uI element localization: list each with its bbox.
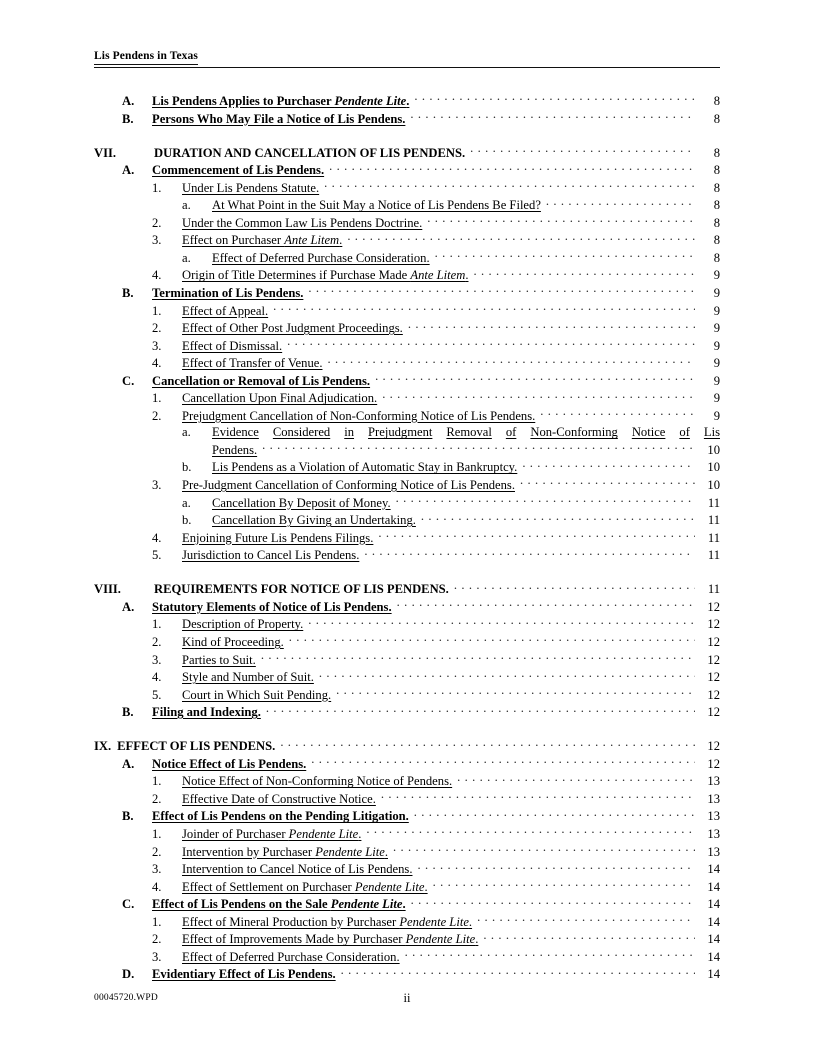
- toc-leader-dots: [375, 372, 695, 385]
- toc-entry-marker: 1.: [152, 303, 162, 318]
- toc-entry-marker: B.: [122, 809, 134, 824]
- toc-entry-marker: A.: [122, 599, 135, 614]
- toc-entry-label: DURATION AND CANCELLATION OF LIS PENDENS.: [154, 145, 466, 160]
- toc-entry-label: Cancellation or Removal of Lis Pendens.: [152, 373, 371, 388]
- toc-entry-label: Effect of Deferred Purchase Consideration.: [182, 949, 400, 964]
- toc-leader-dots: [520, 476, 695, 489]
- toc-page-number: 13: [707, 774, 720, 789]
- toc-entry-marker: 3.: [152, 949, 162, 964]
- toc-leader-dots: [327, 354, 695, 367]
- toc-entry[interactable]: [94, 161, 720, 179]
- toc-entry[interactable]: [94, 302, 720, 320]
- toc-entry-marker: VIII.: [94, 582, 121, 597]
- toc-entry-label: Under the Common Law Lis Pendens Doctrine.: [182, 215, 423, 230]
- toc-leader-dots: [329, 161, 695, 174]
- toc-entry[interactable]: [94, 930, 720, 948]
- running-header: [94, 46, 720, 68]
- toc-entry[interactable]: [94, 755, 720, 773]
- toc-leader-dots: [308, 615, 695, 628]
- toc-leader-dots: [454, 580, 695, 593]
- toc-entry[interactable]: [94, 790, 720, 808]
- toc-leader-dots: [381, 790, 695, 803]
- toc-leader-dots: [414, 92, 695, 105]
- toc-entry-label-line-1: Evidence Considered in Prejudgment Removal of Non-Conforming Notice of Lis: [212, 425, 720, 440]
- toc-entry[interactable]: [94, 546, 720, 564]
- toc-entry-label-italic: Pendente Lite: [405, 932, 476, 947]
- toc-entry-label: Cancellation By Deposit of Money.: [212, 495, 391, 510]
- toc-page-number: 8: [713, 180, 720, 195]
- toc-leader-dots: [273, 302, 695, 315]
- toc-page-number: 9: [713, 338, 720, 353]
- toc-entry-marker: 2.: [152, 215, 162, 230]
- toc-leader-dots: [366, 825, 695, 838]
- toc-page-number: 11: [707, 513, 720, 528]
- toc-entry-label: Jurisdiction to Cancel Lis Pendens.: [182, 548, 360, 563]
- toc-entry-label: Court in Which Suit Pending.: [182, 687, 332, 702]
- toc-entry-marker: b.: [182, 460, 192, 475]
- toc-entry[interactable]: [94, 633, 720, 651]
- toc-entry[interactable]: [94, 511, 720, 529]
- page-footer: [94, 993, 720, 1011]
- toc-entry-marker: A.: [122, 94, 135, 108]
- toc-page-number: 12: [707, 652, 720, 667]
- toc-entry-marker: B.: [122, 286, 134, 301]
- toc-entry[interactable]: [94, 476, 720, 494]
- toc-entry[interactable]: [94, 825, 720, 843]
- toc-page-number: 9: [713, 268, 720, 283]
- toc-entry-marker: 2.: [152, 932, 162, 947]
- toc-entry-label: Prejudgment Cancellation of Non-Conforming Notice of Lis Pendens.: [182, 408, 536, 423]
- toc-entry-marker: 4.: [152, 530, 162, 545]
- toc-leader-dots: [397, 598, 695, 611]
- toc-entry[interactable]: [94, 948, 720, 966]
- toc-entry-marker: B.: [122, 111, 134, 126]
- toc-entry-marker: C.: [122, 373, 135, 388]
- toc-entry-marker: 1.: [152, 180, 162, 195]
- toc-entry-marker: 1.: [152, 774, 162, 789]
- toc-leader-dots: [417, 860, 695, 873]
- toc-entry-label: Statutory Elements of Notice of Lis Pendens.: [152, 599, 392, 614]
- toc-page-number: 12: [707, 756, 720, 771]
- toc-entry-marker: IX.: [94, 739, 112, 754]
- toc-entry[interactable]: [94, 284, 720, 302]
- toc-entry[interactable]: [94, 494, 720, 512]
- toc-entry[interactable]: [94, 843, 720, 861]
- toc-entry[interactable]: [94, 214, 720, 232]
- toc-entry-label-italic: Pendente Lite: [315, 844, 385, 859]
- toc-leader-dots: [319, 668, 695, 681]
- toc-entry[interactable]: [94, 110, 720, 128]
- toc-leader-dots: [382, 389, 695, 402]
- toc-page-number: 14: [707, 914, 720, 929]
- toc-page-number: 11: [707, 495, 720, 510]
- toc-page-number: 12: [707, 739, 720, 754]
- toc-entry[interactable]: [94, 354, 720, 372]
- toc-page-number: 8: [713, 145, 720, 160]
- toc-entry[interactable]: [94, 407, 720, 425]
- toc-page-number: 8: [713, 163, 720, 178]
- toc-entry-label: Effect of Mineral Production by Purchaser Pendente Lite.: [182, 914, 473, 929]
- toc-entry[interactable]: [94, 372, 720, 390]
- toc-leader-dots: [289, 633, 695, 646]
- toc-entry-label: Effect of Improvements Made by Purchaser Pendente Lite.: [182, 932, 479, 947]
- toc-entry-label-line-2: [212, 441, 720, 459]
- toc-entry-label: Effect of Lis Pendens on the Sale Pendente Lite.: [152, 897, 406, 912]
- toc-page-number: 14: [707, 897, 720, 912]
- toc-leader-dots: [336, 686, 695, 699]
- toc-entry[interactable]: [94, 266, 720, 284]
- toc-entry-label: Notice Effect of Non-Conforming Notice of Pendens.: [182, 774, 453, 789]
- toc-entry-label: Effect of Dismissal.: [182, 338, 283, 353]
- toc-leader-dots: [311, 755, 695, 768]
- toc-entry-label: Intervention to Cancel Notice of Lis Pendens.: [182, 862, 413, 877]
- toc-entry-marker: 3.: [152, 338, 162, 353]
- toc-entry-marker: D.: [122, 967, 135, 982]
- toc-page-number: 13: [707, 791, 720, 806]
- toc-leader-dots: [324, 179, 695, 192]
- toc-entry-label: Effect of Lis Pendens on the Pending Litigation.: [152, 809, 409, 824]
- toc-page-number: 9: [713, 373, 720, 388]
- toc-entry-label: Pendens.: [212, 442, 258, 457]
- toc-entry-label: Evidentiary Effect of Lis Pendens.: [152, 967, 336, 982]
- toc-entry-label: Pre-Judgment Cancellation of Conforming Notice of Lis Pendens.: [182, 478, 515, 493]
- toc-leader-dots: [473, 266, 695, 279]
- toc-entry[interactable]: [94, 703, 720, 721]
- toc-entry-marker: 4.: [152, 670, 162, 685]
- toc-entry-marker: 1.: [152, 914, 162, 929]
- toc-leader-dots: [435, 249, 695, 262]
- toc-leader-dots: [421, 511, 695, 524]
- toc-leader-dots: [287, 337, 695, 350]
- toc-entry-marker: B.: [122, 705, 134, 720]
- toc-page-number: 8: [713, 233, 720, 248]
- toc-entry-label: Termination of Lis Pendens.: [152, 286, 304, 301]
- toc-entry-marker: 5.: [152, 548, 162, 563]
- toc-entry-wrapped-body: [212, 424, 720, 458]
- toc-page-number: 14: [707, 862, 720, 877]
- toc-page-number: 8: [713, 94, 720, 108]
- toc-page-number: 11: [707, 548, 720, 563]
- toc-blank-line: [94, 721, 720, 738]
- toc-page-number: 11: [707, 582, 720, 597]
- toc-page-number: 12: [707, 634, 720, 649]
- toc-entry-label: REQUIREMENTS FOR NOTICE OF LIS PENDENS.: [154, 582, 449, 597]
- toc-entry-label: Parties to Suit.: [182, 652, 256, 667]
- toc-entry-label-italic: Pendente Lite: [399, 914, 469, 929]
- toc-entry-label: Style and Number of Suit.: [182, 670, 314, 685]
- running-header-title: Lis Pendens in Texas: [94, 49, 198, 65]
- toc-page-number: 12: [707, 617, 720, 632]
- toc-page-number: 9: [713, 356, 720, 371]
- toc-entry[interactable]: [94, 144, 720, 162]
- toc-entry-label: Effect of Appeal.: [182, 303, 269, 318]
- toc-entry[interactable]: [94, 389, 720, 407]
- toc-page-number: 8: [713, 111, 720, 126]
- toc-entry-label: Effect of Settlement on Purchaser Pendente Lite.: [182, 879, 428, 894]
- toc-entry-marker: 2.: [152, 321, 162, 336]
- toc-page-number: 8: [713, 215, 720, 230]
- footer-page-number: ii: [403, 991, 411, 1005]
- toc-entry[interactable]: [94, 529, 720, 547]
- footer-file-name: 00045720.WPD: [94, 993, 158, 1003]
- toc-page-number: 13: [707, 844, 720, 859]
- toc-leader-dots: [405, 948, 695, 961]
- toc-entry[interactable]: [94, 458, 720, 476]
- toc-entry[interactable]: [94, 668, 720, 686]
- toc-page-number: 8: [713, 250, 720, 265]
- toc-page-number: 14: [707, 949, 720, 964]
- toc-entry-label: Lis Pendens as a Violation of Automatic Stay in Bankruptcy.: [212, 460, 518, 475]
- toc-leader-dots: [427, 214, 695, 227]
- toc-entry[interactable]: [94, 598, 720, 616]
- toc-leader-dots: [477, 913, 695, 926]
- toc-entry-label: Persons Who May File a Notice of Lis Pendens.: [152, 111, 406, 126]
- toc-entry-label: Effect of Other Post Judgment Proceedings.: [182, 321, 403, 336]
- toc-leader-dots: [280, 737, 695, 750]
- toc-page-number: 10: [707, 442, 720, 457]
- toc-page-number: 9: [713, 286, 720, 301]
- toc-page-number: 9: [713, 391, 720, 406]
- toc-entry-marker: 4.: [152, 268, 162, 283]
- toc-entry-label: Lis Pendens Applies to Purchaser Pendente Lite.: [152, 94, 410, 108]
- toc-leader-dots: [433, 878, 695, 891]
- toc-entry-label: Commencement of Lis Pendens.: [152, 163, 325, 178]
- toc-entry-label: Description of Property.: [182, 617, 304, 632]
- toc-leader-dots: [266, 703, 695, 716]
- toc-entry-label: Origin of Title Determines if Purchase Made Ante Litem.: [182, 268, 469, 283]
- toc-entry[interactable]: [94, 965, 720, 983]
- toc-entry[interactable]: [94, 860, 720, 878]
- toc-entry-label: Enjoining Future Lis Pendens Filings.: [182, 530, 374, 545]
- toc-entry-marker: 1.: [152, 617, 162, 632]
- toc-entry-label-italic: Ante Litem: [410, 268, 466, 283]
- toc-entry[interactable]: [94, 878, 720, 896]
- toc-page-number: 10: [707, 460, 720, 475]
- toc-entry-label-italic: Pendente Lite: [354, 879, 425, 894]
- toc-entry-marker: a.: [182, 425, 191, 440]
- toc-entry-label: Cancellation Upon Final Adjudication.: [182, 391, 378, 406]
- toc-entry-label-italic: Ante Litem: [284, 233, 340, 248]
- toc-page-number: 8: [713, 198, 720, 213]
- toc-entry-marker: a.: [182, 250, 191, 265]
- toc-entry-marker: 3.: [152, 233, 162, 248]
- toc-leader-dots: [393, 843, 695, 856]
- toc-leader-dots: [378, 529, 695, 542]
- toc-entry[interactable]: [94, 196, 720, 214]
- toc-leader-dots: [396, 494, 695, 507]
- toc-entry-label: Effect of Deferred Purchase Consideration.: [212, 250, 430, 265]
- toc-entry-marker: 1.: [152, 391, 162, 406]
- toc-entry-marker: A.: [122, 163, 135, 178]
- toc-leader-dots: [414, 807, 695, 820]
- toc-entry-marker: a.: [182, 495, 191, 510]
- toc-entry[interactable]: [94, 231, 720, 249]
- toc-leader-dots: [308, 284, 695, 297]
- toc-entry-label: Notice Effect of Lis Pendens.: [152, 756, 307, 771]
- toc-page-number: 14: [707, 932, 720, 947]
- toc-page-number: 10: [707, 478, 720, 493]
- toc-leader-dots: [347, 231, 695, 244]
- toc-page-number: 14: [707, 967, 720, 982]
- toc-entry[interactable]: [94, 337, 720, 355]
- toc-entry[interactable]: [94, 686, 720, 704]
- toc-leader-dots: [540, 407, 695, 420]
- toc-entry[interactable]: [94, 895, 720, 913]
- toc-entry-marker: 5.: [152, 687, 162, 702]
- toc-leader-dots: [341, 965, 695, 978]
- toc-leader-dots: [457, 772, 695, 785]
- toc-entry-marker: VII.: [94, 145, 117, 160]
- toc-entry-label: Under Lis Pendens Statute.: [182, 180, 320, 195]
- toc-leader-dots: [522, 458, 695, 471]
- toc-entry[interactable]: [94, 424, 720, 458]
- toc-page-number: 9: [713, 303, 720, 318]
- toc-page-number: 14: [707, 879, 720, 894]
- toc-entry-label: Kind of Proceeding.: [182, 634, 284, 649]
- toc-entry[interactable]: [94, 615, 720, 633]
- toc-entry-label-italic: Pendente Lite: [330, 897, 403, 912]
- toc-page-number: 13: [707, 826, 720, 841]
- toc-entry-label: Filing and Indexing.: [152, 705, 261, 720]
- toc-leader-dots: [408, 319, 695, 332]
- toc-entry-marker: C.: [122, 897, 135, 912]
- toc-page-number: 13: [707, 809, 720, 824]
- toc-page-number: 12: [707, 705, 720, 720]
- toc-entry[interactable]: [94, 913, 720, 931]
- toc-leader-dots: [411, 895, 695, 908]
- toc-entry-label: Intervention by Purchaser Pendente Lite.: [182, 844, 388, 859]
- toc-entry-label: At What Point in the Suit May a Notice of Lis Pendens Be Filed?: [212, 198, 541, 213]
- table-of-contents: [94, 92, 720, 983]
- toc-entry[interactable]: [94, 92, 720, 110]
- toc-entry-marker: a.: [182, 198, 191, 213]
- toc-blank-line: [94, 564, 720, 581]
- toc-entry[interactable]: [94, 580, 720, 598]
- toc-entry-marker: 3.: [152, 478, 162, 493]
- toc-entry-label: Effect of Transfer of Venue.: [182, 356, 323, 371]
- toc-page-number: 11: [707, 530, 720, 545]
- toc-entry[interactable]: [94, 807, 720, 825]
- toc-entry-marker: A.: [122, 756, 135, 771]
- toc-blank-line: [94, 127, 720, 144]
- toc-page-number: 9: [713, 408, 720, 423]
- toc-leader-dots: [261, 651, 695, 664]
- toc-entry-marker: 3.: [152, 862, 162, 877]
- toc-entry-marker: 1.: [152, 826, 162, 841]
- toc-leader-dots: [483, 930, 695, 943]
- toc-leader-dots: [262, 441, 695, 454]
- toc-page-number: 12: [707, 687, 720, 702]
- toc-entry[interactable]: [94, 179, 720, 197]
- toc-entry-marker: 2.: [152, 634, 162, 649]
- toc-leader-dots: [410, 110, 695, 123]
- toc-entry-marker: 4.: [152, 879, 162, 894]
- toc-entry-marker: 2.: [152, 844, 162, 859]
- toc-leader-dots: [364, 546, 695, 559]
- toc-entry-label-italic: Pendente Lite: [288, 826, 359, 841]
- toc-entry-marker: 2.: [152, 408, 162, 423]
- toc-entry-label-italic: Pendente Lite: [334, 94, 407, 108]
- toc-page-number: 12: [707, 599, 720, 614]
- toc-entry-marker: 2.: [152, 791, 162, 806]
- toc-leader-dots: [546, 196, 695, 209]
- toc-leader-dots: [470, 144, 695, 157]
- toc-entry[interactable]: [94, 772, 720, 790]
- toc-entry-marker: 3.: [152, 652, 162, 667]
- header-rule: [94, 67, 720, 68]
- toc-entry-marker: 4.: [152, 356, 162, 371]
- toc-entry[interactable]: [94, 651, 720, 669]
- toc-entry-label: Joinder of Purchaser Pendente Lite.: [182, 826, 362, 841]
- toc-entry-marker: b.: [182, 513, 192, 528]
- toc-entry-label: Cancellation By Giving an Undertaking.: [212, 513, 416, 528]
- toc-page-number: 12: [707, 670, 720, 685]
- toc-entry[interactable]: [94, 249, 720, 267]
- toc-page-number: 9: [713, 321, 720, 336]
- toc-entry-label: EFFECT OF LIS PENDENS.: [117, 739, 276, 754]
- toc-entry-label: Effective Date of Constructive Notice.: [182, 791, 376, 806]
- toc-entry[interactable]: [94, 737, 720, 755]
- toc-entry[interactable]: [94, 319, 720, 337]
- toc-entry-label: Effect on Purchaser Ante Litem.: [182, 233, 343, 248]
